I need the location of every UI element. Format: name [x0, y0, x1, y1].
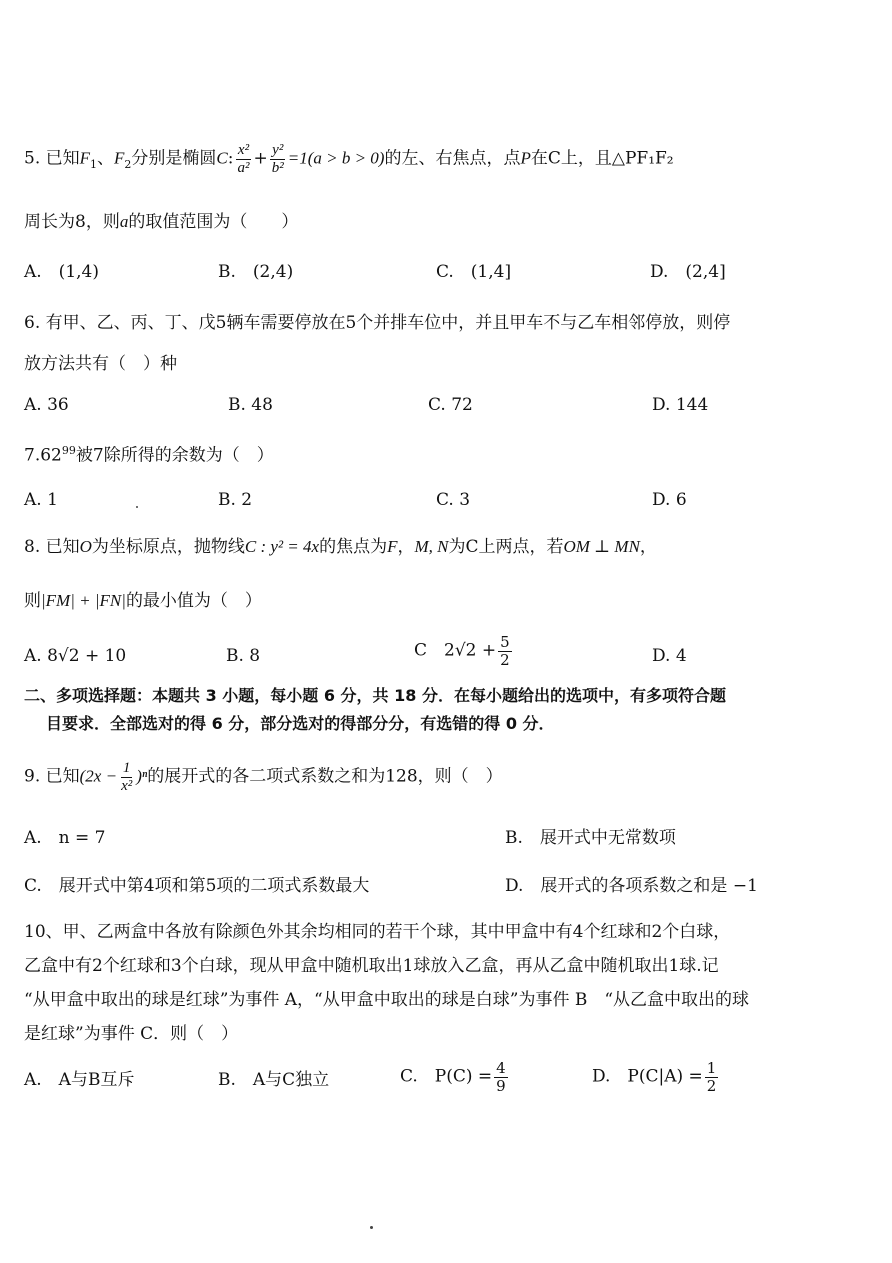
q7-option-c: C. 3: [436, 490, 471, 510]
q5-f2-sub: 2: [124, 157, 132, 171]
q8-line1: [24, 537, 657, 557]
q10-option-d-frac: [705, 1060, 719, 1094]
q5-line1: [24, 142, 674, 176]
q5-prefix: 5. 已知: [24, 148, 80, 169]
q9-prefix: 9. 已知: [24, 766, 80, 787]
q5-plus: +: [253, 148, 268, 169]
q10-line3: “从甲盒中取出的球是红球”为事件 A，“从甲盒中取出的球是白球”为事件 B “从乙盒中取出的球: [24, 990, 750, 1010]
q5-f1-sub: 1: [90, 157, 98, 171]
q10-option-a: A. A与B互斥: [24, 1070, 135, 1090]
q8-c-den: 2: [500, 650, 510, 669]
q10-option-d-pre: D. P(C|A) =: [592, 1066, 703, 1087]
q6-line1: 6. 有甲、乙、丙、丁、戊5辆车需要停放在5个并排车位中，并且甲车不与乙车相邻停放，则停: [24, 313, 731, 333]
q8-option-a: A. 8√2 + 10: [24, 646, 127, 666]
q6-option-c: C. 72: [428, 395, 473, 415]
q8-text-e: 为C上两点，若: [448, 537, 564, 557]
q9-line: [24, 760, 503, 794]
q5-a: a: [119, 212, 129, 231]
q8-option-d: D. 4: [652, 646, 687, 666]
q6-option-d: D. 144: [652, 395, 709, 415]
q5-b2: b²: [271, 159, 284, 176]
q8-prefix: 8. 已知: [24, 537, 80, 557]
scan-speck: [370, 1226, 373, 1229]
q8-text-c: 的焦点为: [319, 537, 388, 557]
q5-frac-x: [235, 142, 251, 176]
q9-den: x²: [121, 777, 133, 794]
q5-sep: 、: [97, 148, 115, 169]
q9-frac: [119, 760, 134, 794]
q5-a2: a²: [237, 159, 250, 176]
q5-line2-a: 周长为8，则: [24, 212, 120, 232]
q10-option-c: [400, 1060, 510, 1094]
q10-line4: 是红球”为事件 C．则（ ）: [24, 1024, 239, 1044]
q6-option-b: B. 48: [228, 395, 273, 415]
q7-option-d: D. 6: [652, 490, 687, 510]
q5-line2-b: 的取值范围为（ ）: [128, 212, 299, 232]
q10-option-c-pre: C. P(C) =: [400, 1066, 493, 1087]
q8-comma: ，: [397, 537, 415, 557]
q5-option-a: A. (1,4): [24, 262, 99, 282]
q9-option-b: B. 展开式中无常数项: [505, 828, 676, 848]
q8-text-b: 为坐标原点，抛物线: [91, 537, 245, 557]
q7-option-a: A. 1: [24, 490, 58, 510]
q10-option-c-frac: [494, 1060, 508, 1094]
q7-base: 62: [40, 445, 62, 466]
q10-d-den: 2: [706, 1076, 717, 1095]
q10-c-den: 9: [496, 1076, 506, 1095]
q8-c-num: 5: [500, 633, 510, 651]
q10-line1: 10、甲、乙两盒中各放有除颜色外其余均相同的若干个球，其中甲盒中有4个红球和2个白球，: [24, 922, 731, 942]
q8-comma2: ，: [639, 537, 657, 557]
q7-exponent: 99: [61, 444, 76, 457]
q5-line2: [24, 212, 298, 232]
q5-frac-y: [270, 142, 286, 176]
q8-mn: M, N: [414, 537, 449, 556]
q5-p: P: [520, 148, 531, 168]
q5-c: C: [216, 148, 228, 168]
q5-colon: :: [227, 148, 234, 169]
q6-line2: 放方法共有（ ）种: [24, 354, 177, 374]
q8-option-c: [414, 634, 514, 668]
scan-speck: [136, 506, 138, 508]
q10-c-num: 4: [496, 1059, 506, 1077]
q10-d-num: 1: [706, 1059, 717, 1077]
q8-abs: |FM| + |FN|: [41, 591, 126, 610]
q5-option-c: C. (1,4]: [436, 262, 512, 282]
q8-option-c-pre: C 2√2 +: [414, 640, 497, 661]
q7-line: [24, 444, 274, 466]
q5-text-d: 在C上，且△PF₁F₂: [530, 148, 674, 169]
q8-f: F: [387, 537, 398, 556]
q5-x2: x²: [237, 142, 250, 158]
q9-option-d: D. 展开式的各项系数之和是 −1: [505, 876, 758, 896]
q8-option-c-frac: [498, 634, 512, 668]
q8-option-b: B. 8: [226, 646, 261, 666]
q5-text-b: 分别是椭圆: [131, 148, 217, 169]
section2-line2: 目要求．全部选对的得 6 分，部分选对的得部分分，有选错的得 0 分．: [46, 714, 555, 733]
q9-expr-b: )ⁿ: [136, 766, 148, 786]
q7-option-b: B. 2: [218, 490, 253, 510]
q8-parabola: C : y² = 4x: [244, 537, 320, 556]
section2-line1: 二、多项选择题：本题共 3 小题，每小题 6 分，共 18 分．在每小题给出的选项中，有多项符合题: [24, 686, 726, 705]
q8-perp: OM ⊥ MN: [563, 537, 640, 556]
q10-option-b: B. A与C独立: [218, 1070, 330, 1090]
q10-option-d: [592, 1060, 720, 1094]
q5-f1: F: [79, 148, 91, 168]
q5-eq: =1(a > b > 0): [287, 148, 385, 168]
q8-line2: [24, 591, 262, 611]
q7-number: 7.: [24, 445, 41, 466]
q9-option-c: C. 展开式中第4项和第5项的二项式系数最大: [24, 876, 370, 896]
q5-y2: y²: [272, 142, 284, 158]
q8-line2-b: 的最小值为（ ）: [125, 591, 262, 611]
q9-num: 1: [122, 760, 131, 776]
q9-expr-a: (2x −: [79, 766, 118, 786]
q6-option-a: A. 36: [24, 395, 69, 415]
q7-text: 被7除所得的余数为（ ）: [75, 445, 274, 466]
q10-line2: 乙盒中有2个红球和3个白球，现从甲盒中随机取出1球放入乙盒，再从乙盒中随机取出1球.记: [24, 956, 719, 976]
q9-text: 的展开式的各二项式系数之和为128，则（ ）: [147, 766, 503, 787]
q8-o: O: [79, 537, 92, 556]
q5-option-d: D. (2,4]: [650, 262, 726, 282]
q9-option-a: A. n = 7: [24, 828, 106, 848]
q5-text-c: 的左、右焦点，点: [384, 148, 521, 169]
q5-option-b: B. (2,4): [218, 262, 294, 282]
q5-f2: F: [114, 148, 125, 168]
q8-line2-a: 则: [24, 591, 41, 611]
